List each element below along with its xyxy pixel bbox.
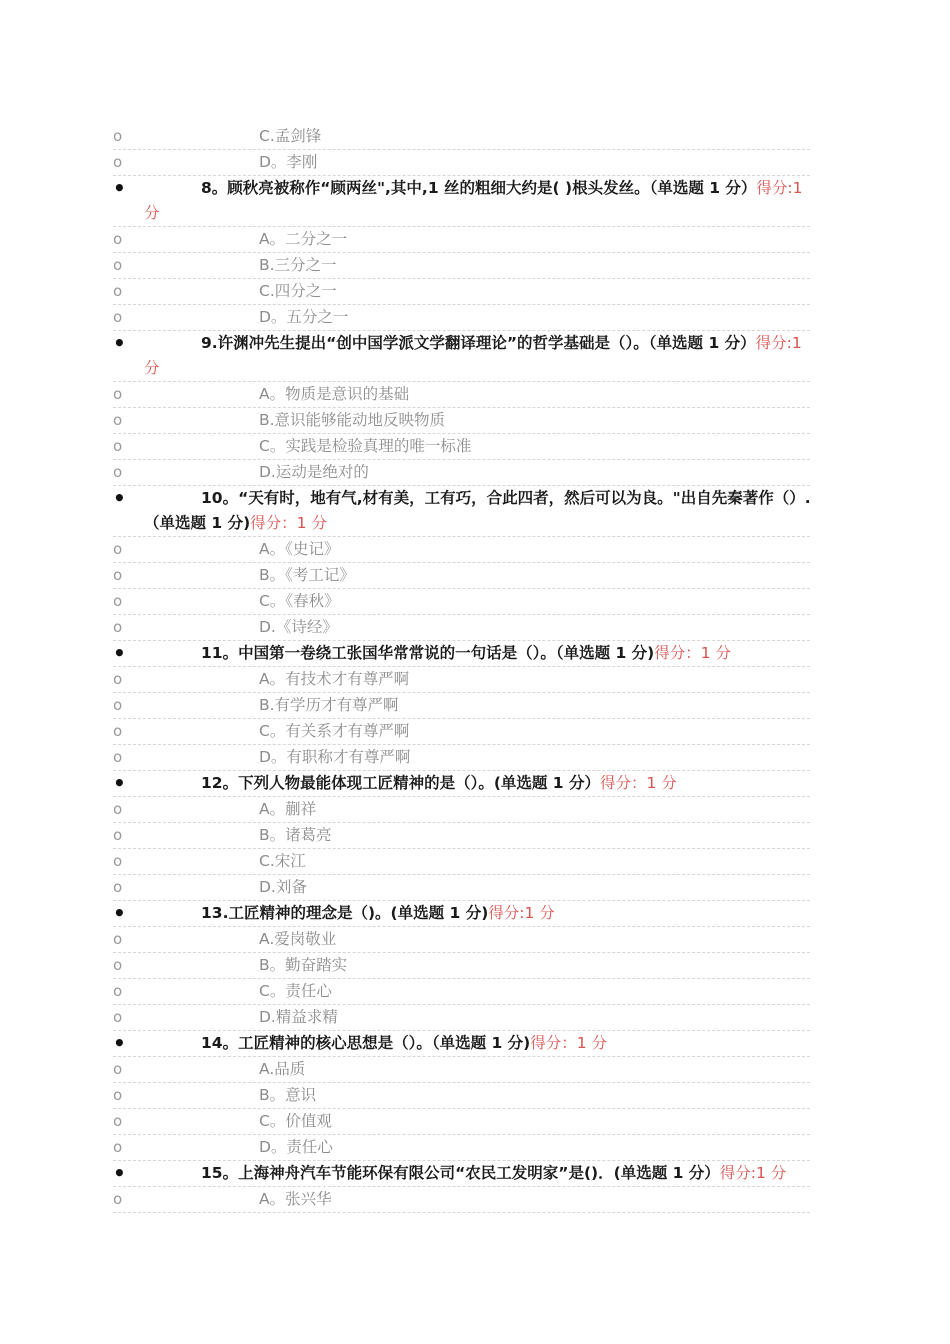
question-block xyxy=(113,1031,816,1056)
answer-option xyxy=(113,745,810,771)
disc-bullet-icon: • xyxy=(113,331,126,355)
question-text: 8。顾秋亮被称作“顾两丝",其中,1 丝的粗细大约是( )根头发丝。（单选题 1 分） xyxy=(201,179,757,197)
score-label: 得分:1 分 xyxy=(144,179,803,222)
option-text: D.运动是绝对的 xyxy=(259,463,369,481)
circle-bullet-icon: o xyxy=(113,826,123,844)
answer-option xyxy=(113,823,810,849)
option-text: A。《史记》 xyxy=(259,540,340,558)
option-text: C。《春秋》 xyxy=(259,592,340,610)
option-text: A。蒯祥 xyxy=(259,800,317,818)
answer-option xyxy=(113,693,810,719)
circle-bullet-icon: o xyxy=(113,852,123,870)
disc-bullet-icon: • xyxy=(113,176,126,200)
disc-bullet-icon: • xyxy=(113,641,126,665)
option-text: D.刘备 xyxy=(259,878,307,896)
answer-option xyxy=(113,589,810,615)
circle-bullet-icon: o xyxy=(113,153,123,171)
answer-option xyxy=(113,979,810,1005)
answer-option xyxy=(113,1005,810,1031)
answer-option xyxy=(113,927,810,953)
circle-bullet-icon: o xyxy=(113,748,123,766)
question-item xyxy=(113,901,810,927)
circle-bullet-icon: o xyxy=(113,930,123,948)
question-text: 13.工匠精神的理念是（)。(单选题 1 分) xyxy=(201,904,489,922)
circle-bullet-icon: o xyxy=(113,463,123,481)
question-block xyxy=(113,1161,816,1186)
circle-bullet-icon: o xyxy=(113,256,123,274)
option-text: B。勤奋踏实 xyxy=(259,956,348,974)
circle-bullet-icon: o xyxy=(113,437,123,455)
answer-option xyxy=(113,1135,810,1161)
circle-bullet-icon: o xyxy=(113,956,123,974)
option-text: C。价值观 xyxy=(259,1112,332,1130)
score-label: 得分:1 分 xyxy=(144,334,802,377)
option-text: A.品质 xyxy=(259,1060,306,1078)
question-item xyxy=(113,641,810,667)
question-item xyxy=(113,1031,810,1057)
disc-bullet-icon: • xyxy=(113,771,126,795)
question-block xyxy=(113,771,816,796)
question-text: 12。下列人物最能体现工匠精神的是（）。(单选题 1 分） xyxy=(201,774,600,792)
disc-bullet-icon: • xyxy=(113,486,126,510)
answer-option xyxy=(113,563,810,589)
answer-option xyxy=(113,719,810,745)
answer-option xyxy=(113,875,810,901)
answer-option xyxy=(113,408,810,434)
option-text: D.《诗经》 xyxy=(259,618,338,636)
option-text: D.精益求精 xyxy=(259,1008,338,1026)
score-label: 得分:1 分 xyxy=(488,904,555,922)
option-text: D。李刚 xyxy=(259,153,318,171)
answer-option xyxy=(113,434,810,460)
circle-bullet-icon: o xyxy=(113,800,123,818)
option-text: C.四分之一 xyxy=(259,282,337,300)
circle-bullet-icon: o xyxy=(113,1190,123,1208)
circle-bullet-icon: o xyxy=(113,127,123,145)
answer-option xyxy=(113,849,810,875)
answer-option xyxy=(113,537,810,563)
circle-bullet-icon: o xyxy=(113,282,123,300)
option-text: A.爱岗敬业 xyxy=(259,930,337,948)
question-block xyxy=(113,901,816,926)
circle-bullet-icon: o xyxy=(113,566,123,584)
circle-bullet-icon: o xyxy=(113,696,123,714)
answer-option xyxy=(113,953,810,979)
answer-option xyxy=(113,1187,810,1213)
circle-bullet-icon: o xyxy=(113,308,123,326)
option-text: A。张兴华 xyxy=(259,1190,332,1208)
circle-bullet-icon: o xyxy=(113,1112,123,1130)
circle-bullet-icon: o xyxy=(113,982,123,1000)
question-text: 15。上海神舟汽车节能环保有限公司“农民工发明家”是()．(单选题 1 分） xyxy=(201,1164,720,1182)
answer-option xyxy=(113,124,810,150)
question-block xyxy=(113,331,816,381)
answer-option xyxy=(113,227,810,253)
option-text: B。《考工记》 xyxy=(259,566,355,584)
option-text: A。有技术才有尊严啊 xyxy=(259,670,410,688)
option-text: D。有职称才有尊严啊 xyxy=(259,748,411,766)
answer-option xyxy=(113,797,810,823)
question-block xyxy=(113,486,816,536)
option-text: B.意识能够能动地反映物质 xyxy=(259,411,446,429)
score-label: 得分：1 分 xyxy=(250,514,327,532)
answer-option xyxy=(113,667,810,693)
answer-option xyxy=(113,305,810,331)
option-text: B.三分之一 xyxy=(259,256,337,274)
question-item xyxy=(113,331,810,382)
score-label: 得分：1 分 xyxy=(599,774,677,792)
question-item xyxy=(113,176,810,227)
option-text: C。责任心 xyxy=(259,982,332,1000)
circle-bullet-icon: o xyxy=(113,618,123,636)
circle-bullet-icon: o xyxy=(113,722,123,740)
option-text: C.宋江 xyxy=(259,852,306,870)
circle-bullet-icon: o xyxy=(113,385,123,403)
answer-option xyxy=(113,150,810,176)
circle-bullet-icon: o xyxy=(113,1138,123,1156)
option-text: D。责任心 xyxy=(259,1138,333,1156)
circle-bullet-icon: o xyxy=(113,1008,123,1026)
answer-option xyxy=(113,1057,810,1083)
question-item xyxy=(113,1161,810,1187)
circle-bullet-icon: o xyxy=(113,411,123,429)
answer-option xyxy=(113,1083,810,1109)
option-text: A。物质是意识的基础 xyxy=(259,385,410,403)
option-text: D。五分之一 xyxy=(259,308,349,326)
question-item xyxy=(113,486,810,537)
option-text: A。二分之一 xyxy=(259,230,348,248)
answer-option xyxy=(113,1109,810,1135)
answer-option xyxy=(113,615,810,641)
circle-bullet-icon: o xyxy=(113,230,123,248)
score-label: 得分：1 分 xyxy=(530,1034,608,1052)
circle-bullet-icon: o xyxy=(113,540,123,558)
answer-option xyxy=(113,460,810,486)
circle-bullet-icon: o xyxy=(113,1086,123,1104)
score-label: 得分：1 分 xyxy=(654,644,732,662)
answer-option xyxy=(113,279,810,305)
question-block xyxy=(113,176,816,226)
option-text: B.有学历才有尊严啊 xyxy=(259,696,399,714)
answer-option xyxy=(113,382,810,408)
quiz-results-list xyxy=(113,124,810,1213)
circle-bullet-icon: o xyxy=(113,670,123,688)
option-text: C.孟剑锋 xyxy=(259,127,322,145)
option-text: C。实践是检验真理的唯一标准 xyxy=(259,437,472,455)
circle-bullet-icon: o xyxy=(113,592,123,610)
question-text: 14。工匠精神的核心思想是（）。（单选题 1 分) xyxy=(201,1034,531,1052)
option-text: B。意识 xyxy=(259,1086,317,1104)
disc-bullet-icon: • xyxy=(113,901,126,925)
score-label: 得分:1 分 xyxy=(719,1164,787,1182)
question-block xyxy=(113,641,816,666)
question-text: 11。中国第一卷绕工张国华常常说的一句话是（）。（单选题 1 分) xyxy=(201,644,655,662)
question-text: 10。“天有时，地有气,材有美，工有巧，合此四者，然后可以为良。"出自先秦著作（）.（单选题 1 分) xyxy=(144,489,811,532)
answer-option xyxy=(113,253,810,279)
question-item xyxy=(113,771,810,797)
circle-bullet-icon: o xyxy=(113,1060,123,1078)
question-text: 9.许渊冲先生提出“创中国学派文学翻译理论”的哲学基础是（）。（单选题 1 分） xyxy=(201,334,756,352)
disc-bullet-icon: • xyxy=(113,1031,126,1055)
circle-bullet-icon: o xyxy=(113,878,123,896)
disc-bullet-icon: • xyxy=(113,1161,126,1185)
option-text: C。有关系才有尊严啊 xyxy=(259,722,410,740)
option-text: B。诸葛亮 xyxy=(259,826,332,844)
